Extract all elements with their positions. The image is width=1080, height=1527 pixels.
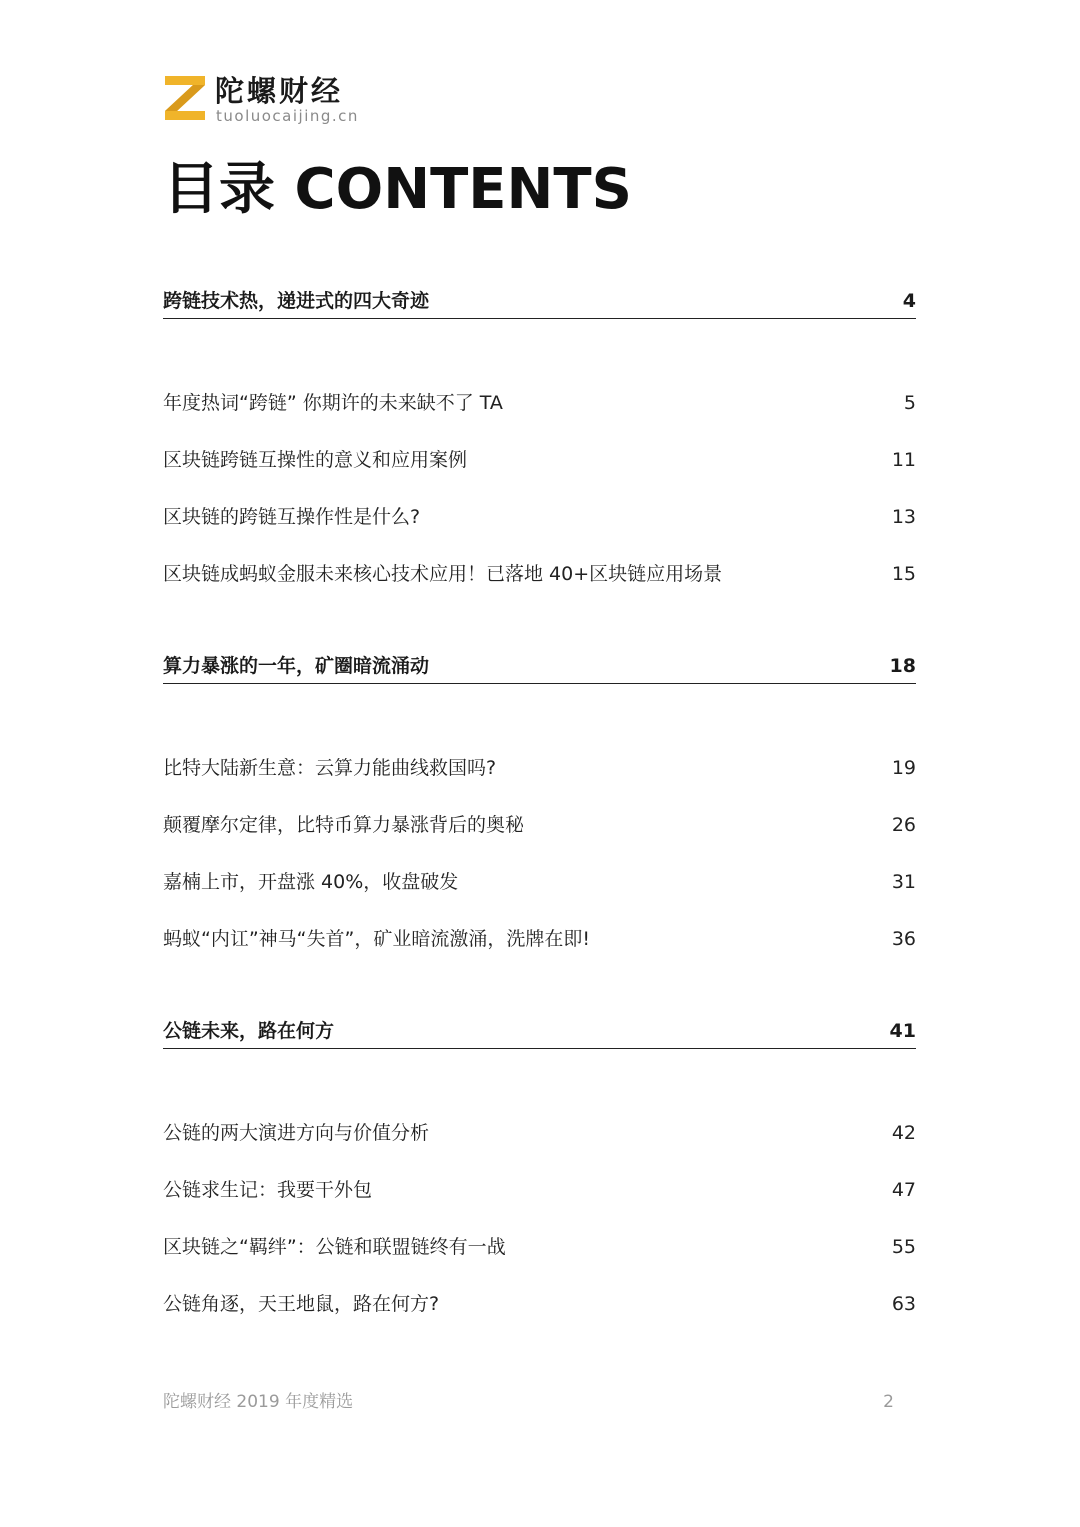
toc-item-page: 13 xyxy=(891,505,916,528)
toc-item[interactable] xyxy=(163,1275,916,1332)
section-title: 算力暴涨的一年，矿圈暗流涌动 xyxy=(163,655,430,677)
toc-item-page: 31 xyxy=(891,870,916,893)
z-logo-icon xyxy=(163,74,207,122)
toc-item-page: 42 xyxy=(891,1121,916,1144)
toc-item[interactable] xyxy=(163,374,916,431)
section-heading[interactable] xyxy=(163,284,916,319)
toc-item-page: 26 xyxy=(891,813,916,836)
toc-section xyxy=(163,1014,916,1332)
section-items xyxy=(163,739,916,967)
toc-item-title: 嘉楠上市，开盘涨 40%，收盘破发 xyxy=(163,870,459,893)
toc-item-title: 区块链的跨链互操作性是什么? xyxy=(163,505,421,528)
section-heading[interactable] xyxy=(163,649,916,684)
page-title: 目录 CONTENTS xyxy=(163,157,632,222)
toc-item-title: 蚂蚁“内讧”神马“失首”，矿业暗流激涌，洗牌在即! xyxy=(163,927,590,950)
toc-item[interactable] xyxy=(163,488,916,545)
page-footer xyxy=(163,1390,894,1414)
toc-item-page: 5 xyxy=(903,391,916,414)
toc-item-page: 11 xyxy=(891,448,916,471)
toc-item-title: 区块链成蚂蚁金服未来核心技术应用！已落地 40+区块链应用场景 xyxy=(163,562,723,585)
toc-item[interactable] xyxy=(163,910,916,967)
toc-item[interactable] xyxy=(163,1218,916,1275)
section-page-number: 18 xyxy=(889,655,916,677)
brand-name: 陀螺财经 xyxy=(215,74,344,108)
toc-item-title: 颠覆摩尔定律，比特币算力暴涨背后的奥秘 xyxy=(163,813,525,836)
toc-item-title: 公链角逐，天王地鼠，路在何方? xyxy=(163,1292,440,1315)
footer-publication: 陀螺财经 2019 年度精选 xyxy=(163,1392,354,1412)
toc-item[interactable] xyxy=(163,431,916,488)
section-title: 公链未来，路在何方 xyxy=(163,1020,335,1042)
toc-item-page: 15 xyxy=(891,562,916,585)
toc-item[interactable] xyxy=(163,853,916,910)
toc-item-title: 年度热词“跨链” 你期许的未来缺不了 TA xyxy=(163,391,503,414)
toc-item-title: 公链的两大演进方向与价值分析 xyxy=(163,1121,430,1144)
toc-item-page: 63 xyxy=(891,1292,916,1315)
brand-url: tuoluocaijing.cn xyxy=(216,107,359,125)
toc-item-title: 区块链之“羁绊”：公链和联盟链终有一战 xyxy=(163,1235,506,1258)
toc-item[interactable] xyxy=(163,739,916,796)
toc-item-page: 36 xyxy=(891,927,916,950)
toc-item[interactable] xyxy=(163,796,916,853)
brand-logo xyxy=(163,74,363,126)
section-items xyxy=(163,374,916,602)
section-items xyxy=(163,1104,916,1332)
footer-page-number: 2 xyxy=(883,1392,894,1412)
toc-section xyxy=(163,284,916,602)
toc-item-page: 19 xyxy=(891,756,916,779)
toc-section xyxy=(163,649,916,967)
section-title: 跨链技术热，递进式的四大奇迹 xyxy=(163,290,430,312)
section-page-number: 4 xyxy=(902,290,916,312)
toc-item[interactable] xyxy=(163,545,916,602)
toc-item[interactable] xyxy=(163,1104,916,1161)
toc-item-title: 区块链跨链互操性的意义和应用案例 xyxy=(163,448,468,471)
toc-item-page: 55 xyxy=(891,1235,916,1258)
toc-item-page: 47 xyxy=(891,1178,916,1201)
table-of-contents xyxy=(163,284,916,1332)
section-page-number: 41 xyxy=(889,1020,916,1042)
toc-item[interactable] xyxy=(163,1161,916,1218)
toc-item-title: 公链求生记：我要干外包 xyxy=(163,1178,373,1201)
toc-item-title: 比特大陆新生意：云算力能曲线救国吗? xyxy=(163,756,497,779)
section-heading[interactable] xyxy=(163,1014,916,1049)
